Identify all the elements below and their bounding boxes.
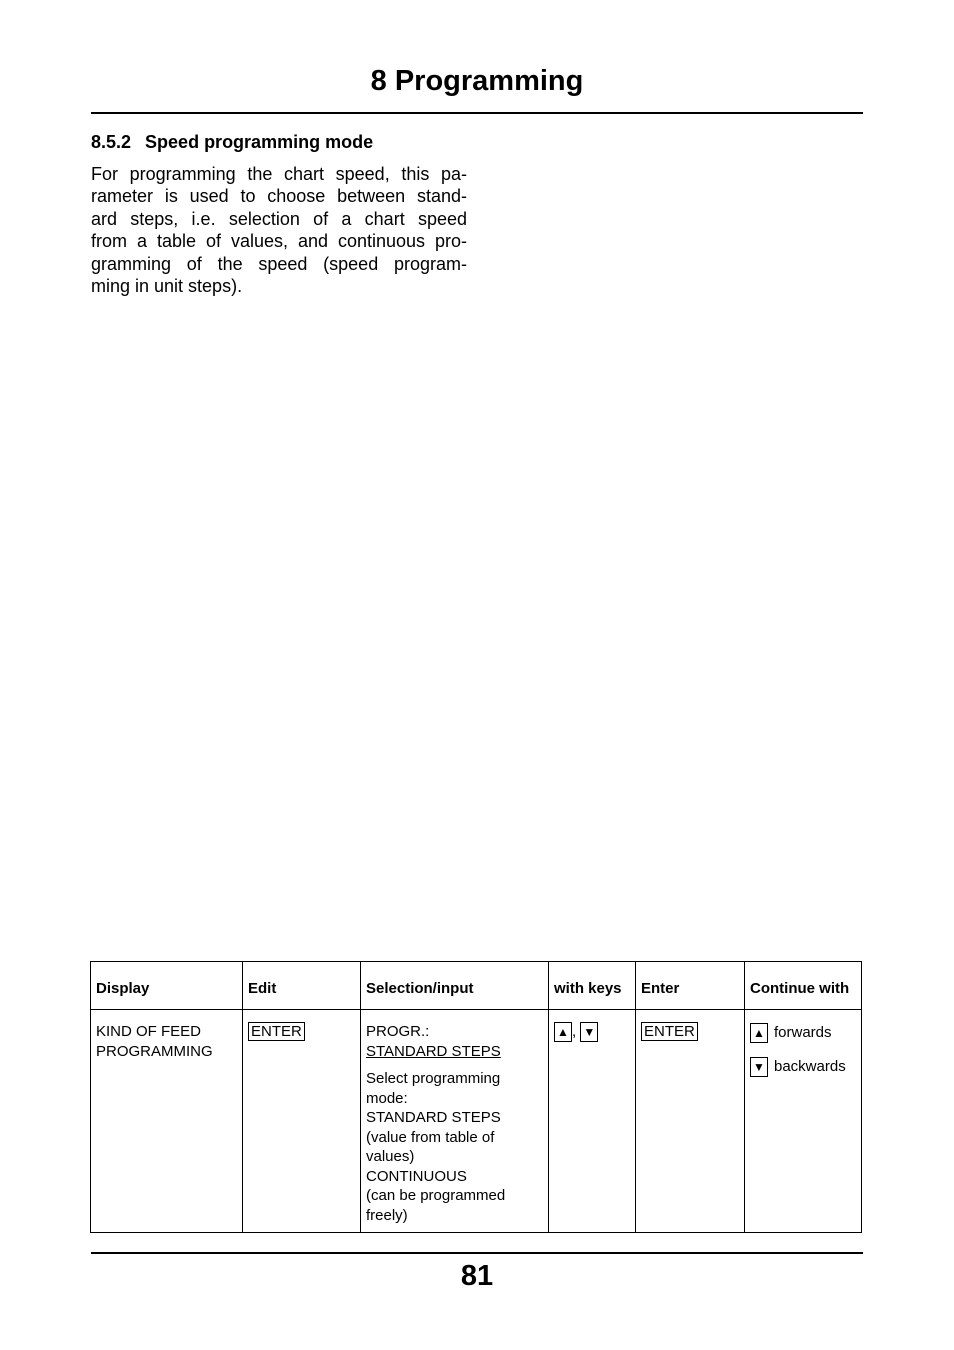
down-arrow-key-icon: ▼: [750, 1057, 768, 1077]
header-enter: Enter: [636, 962, 745, 1010]
desc-line: Select programming: [366, 1070, 501, 1087]
section-number: 8.5.2: [91, 132, 132, 152]
enter-key: ENTER: [248, 1022, 305, 1041]
up-arrow-key-icon: ▲: [554, 1022, 572, 1042]
desc-line: values): [366, 1148, 415, 1165]
body-line: gramming of the speed (speed program-: [91, 253, 467, 274]
cell-display: [91, 1010, 243, 1233]
up-arrow-key-icon: ▲: [750, 1023, 768, 1043]
page-number: 81: [460, 1260, 494, 1292]
body-line: rameter is used to choose between stand-: [91, 186, 467, 207]
display-line: KIND OF FEED: [96, 1023, 202, 1040]
desc-line: CONTINUOUS: [366, 1167, 467, 1185]
header-edit: Edit: [243, 962, 361, 1010]
desc-line: (can be programmed: [366, 1187, 506, 1204]
body-line: For programming the chart speed, this pa-: [91, 164, 467, 184]
continue-backwards: [750, 1056, 856, 1078]
cell-selection: [361, 1010, 549, 1233]
cell-edit: [243, 1010, 361, 1233]
body-line: ming in unit steps).: [91, 276, 243, 297]
selection-description: [366, 1069, 543, 1225]
desc-line: STANDARD STEPS: [366, 1109, 501, 1126]
header-continue: Continue with: [745, 962, 862, 1010]
table-header-row: [91, 962, 862, 1010]
keys-separator: ,: [572, 1023, 577, 1040]
cell-enter: [636, 1010, 745, 1233]
selection-current-value: STANDARD STEPS: [366, 1042, 501, 1060]
header-rule: [91, 112, 863, 114]
cell-continue: [745, 1010, 862, 1233]
header-selection: Selection/input: [361, 962, 549, 1010]
section-heading: [91, 131, 373, 153]
selection-label: PROGR.:: [366, 1023, 430, 1040]
backwards-label: backwards: [774, 1058, 846, 1076]
down-arrow-key-icon: ▼: [580, 1022, 598, 1042]
chapter-title: 8 Programming: [370, 65, 584, 97]
desc-line: freely): [366, 1206, 408, 1224]
forwards-label: forwards: [774, 1024, 832, 1042]
section-title: Speed programming mode: [145, 132, 374, 152]
display-line: PROGRAMMING: [96, 1042, 213, 1060]
enter-key: ENTER: [641, 1022, 698, 1041]
body-line: ard steps, i.e. selection of a chart speed: [91, 208, 467, 229]
desc-line: mode:: [366, 1089, 408, 1107]
desc-line: (value from table of: [366, 1128, 495, 1146]
header-display: Display: [91, 962, 243, 1010]
cell-keys: [549, 1010, 636, 1233]
programming-table: [90, 961, 862, 1233]
table-row: [91, 1010, 862, 1233]
footer-rule: [91, 1252, 863, 1254]
continue-forwards: [750, 1022, 856, 1044]
body-line: from a table of values, and continuous pro-: [91, 231, 467, 252]
body-paragraph: [91, 163, 467, 297]
header-keys: with keys: [549, 962, 636, 1010]
